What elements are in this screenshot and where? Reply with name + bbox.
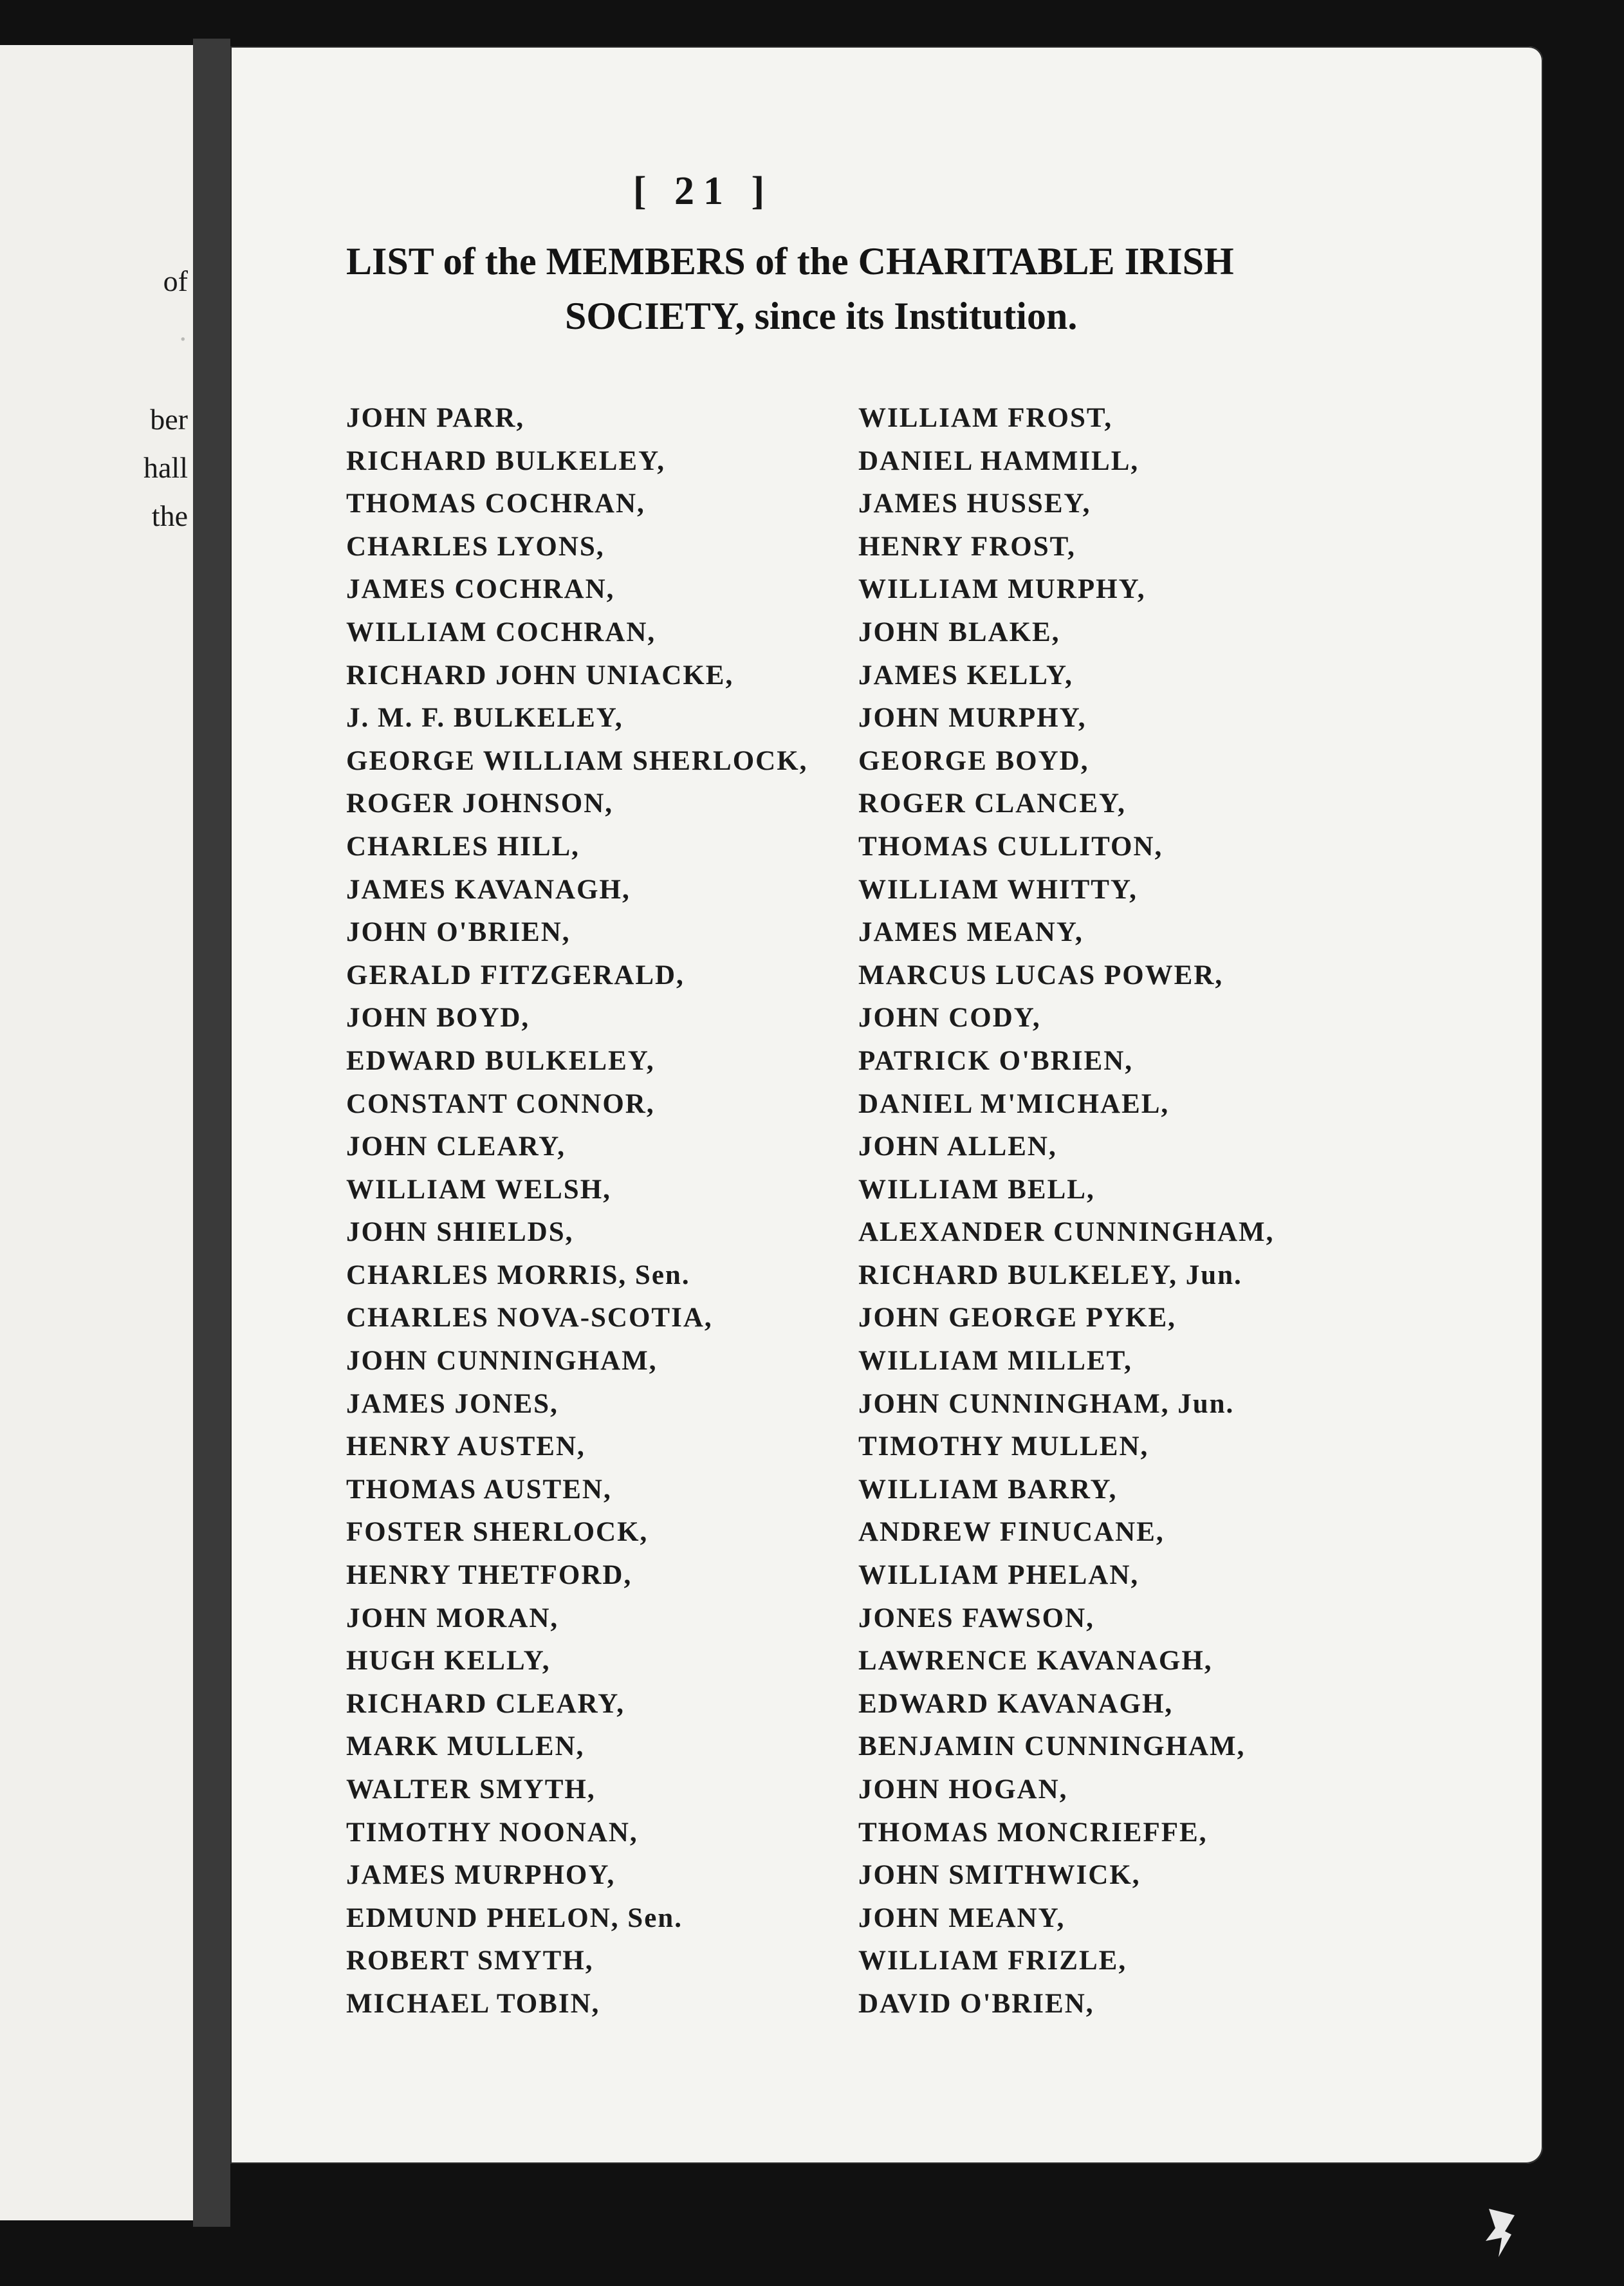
list-title-line-1: LIST of the MEMBERS of the CHARITABLE IRISH bbox=[346, 240, 1234, 283]
member-name: CHARLES NOVA-SCOTIA, bbox=[346, 1303, 713, 1334]
member-name: JOHN MORAN, bbox=[346, 1603, 559, 1633]
member-name: JAMES KAVANAGH, bbox=[346, 874, 631, 905]
member-name: CONSTANT CONNOR, bbox=[346, 1088, 655, 1119]
member-name: THOMAS CULLITON, bbox=[858, 831, 1163, 862]
member-name: EDMUND PHELON, Sen. bbox=[346, 1902, 683, 1933]
member-name: BENJAMIN CUNNINGHAM, bbox=[858, 1731, 1246, 1762]
member-name: HENRY THETFORD, bbox=[346, 1560, 632, 1591]
member-name: GEORGE BOYD, bbox=[858, 745, 1089, 776]
member-name: TIMOTHY MULLEN, bbox=[858, 1431, 1149, 1462]
member-name: JOHN HOGAN, bbox=[858, 1774, 1068, 1805]
member-name: JAMES HUSSEY, bbox=[858, 488, 1091, 519]
member-name: WILLIAM COCHRAN, bbox=[346, 617, 656, 647]
members-column-left bbox=[346, 397, 835, 2026]
member-name: JOHN MEANY, bbox=[858, 1902, 1066, 1933]
member-name: DAVID O'BRIEN, bbox=[858, 1988, 1094, 2019]
member-name: HENRY FROST, bbox=[858, 531, 1076, 562]
member-name: DANIEL HAMMILL, bbox=[858, 445, 1140, 476]
member-name: JOHN CODY, bbox=[858, 1003, 1041, 1034]
left-page-text-fragment: of bbox=[163, 265, 188, 297]
member-name: RICHARD BULKELEY, Jun. bbox=[858, 1259, 1242, 1290]
member-name: JONES FAWSON, bbox=[858, 1603, 1094, 1633]
member-name: FOSTER SHERLOCK, bbox=[346, 1517, 649, 1548]
member-name: RICHARD JOHN UNIACKE, bbox=[346, 660, 734, 691]
member-name: HENRY AUSTEN, bbox=[346, 1431, 586, 1462]
member-name: JAMES MEANY, bbox=[858, 917, 1084, 948]
member-name: HUGH KELLY, bbox=[346, 1646, 551, 1677]
member-name: GEORGE WILLIAM SHERLOCK, bbox=[346, 745, 808, 776]
member-name: PATRICK O'BRIEN, bbox=[858, 1045, 1133, 1076]
member-name: ANDREW FINUCANE, bbox=[858, 1517, 1165, 1548]
member-name: JOHN SHIELDS, bbox=[346, 1217, 574, 1248]
member-name: JOHN GEORGE PYKE, bbox=[858, 1303, 1176, 1334]
member-name: JOHN BLAKE, bbox=[858, 617, 1060, 647]
member-name: WILLIAM FRIZLE, bbox=[858, 1946, 1127, 1976]
page-number: [ 21 ] bbox=[632, 169, 774, 213]
member-name: ROGER JOHNSON, bbox=[346, 788, 614, 819]
member-name: JOHN CLEARY, bbox=[346, 1131, 566, 1162]
member-name: JOHN CUNNINGHAM, bbox=[346, 1346, 658, 1377]
member-name: JAMES COCHRAN, bbox=[346, 574, 615, 605]
member-name: CHARLES LYONS, bbox=[346, 531, 605, 562]
left-facing-page bbox=[0, 45, 193, 2220]
member-name: WILLIAM WHITTY, bbox=[858, 874, 1138, 905]
member-name: ROBERT SMYTH, bbox=[346, 1946, 594, 1976]
member-name: JOHN SMITHWICK, bbox=[858, 1860, 1141, 1891]
member-name: CHARLES MORRIS, Sen. bbox=[346, 1259, 690, 1290]
member-name: WILLIAM MILLET, bbox=[858, 1346, 1132, 1377]
page-21 bbox=[230, 46, 1543, 2164]
member-name: RICHARD CLEARY, bbox=[346, 1688, 625, 1719]
member-name: JOHN O'BRIEN, bbox=[346, 917, 571, 948]
member-name: WILLIAM FROST, bbox=[858, 403, 1113, 433]
member-name: JAMES KELLY, bbox=[858, 660, 1073, 691]
member-name: JOHN ALLEN, bbox=[858, 1131, 1057, 1162]
member-name: THOMAS MONCRIEFFE, bbox=[858, 1817, 1208, 1848]
member-name: JOHN BOYD, bbox=[346, 1003, 530, 1034]
member-name: RICHARD BULKELEY, bbox=[346, 445, 665, 476]
member-name: WILLIAM WELSH, bbox=[346, 1174, 611, 1205]
left-page-text-fragment: the bbox=[151, 499, 188, 532]
list-title-line-2: SOCIETY, since its Institution. bbox=[565, 295, 1078, 337]
member-name: MICHAEL TOBIN, bbox=[346, 1988, 600, 2019]
member-name: GERALD FITZGERALD, bbox=[346, 960, 685, 990]
member-name: JAMES JONES, bbox=[346, 1388, 558, 1419]
left-page-text-fragment: ber bbox=[150, 403, 188, 436]
left-page-faint-text: · bbox=[178, 322, 188, 355]
member-name: EDWARD KAVANAGH, bbox=[858, 1688, 1174, 1719]
member-name: DANIEL M'MICHAEL, bbox=[858, 1088, 1170, 1119]
member-name: JOHN PARR, bbox=[346, 403, 525, 433]
member-name: WILLIAM MURPHY, bbox=[858, 574, 1146, 605]
member-name: TIMOTHY NOONAN, bbox=[346, 1817, 638, 1848]
member-name: WILLIAM BARRY, bbox=[858, 1474, 1118, 1505]
book-gutter bbox=[193, 39, 230, 2227]
member-name: THOMAS COCHRAN, bbox=[346, 488, 645, 519]
left-page-text-fragment: hall bbox=[143, 451, 188, 484]
member-name: ROGER CLANCEY, bbox=[858, 788, 1126, 819]
member-name: JAMES MURPHOY, bbox=[346, 1860, 616, 1891]
members-column-right bbox=[858, 397, 1360, 2026]
member-name: EDWARD BULKELEY, bbox=[346, 1045, 655, 1076]
member-name: MARCUS LUCAS POWER, bbox=[858, 960, 1224, 990]
member-name: MARK MULLEN, bbox=[346, 1731, 585, 1762]
member-name: JOHN MURPHY, bbox=[858, 703, 1087, 734]
member-name: J. M. F. BULKELEY, bbox=[346, 703, 623, 734]
member-name: JOHN CUNNINGHAM, Jun. bbox=[858, 1388, 1235, 1419]
member-name: THOMAS AUSTEN, bbox=[346, 1474, 612, 1505]
member-name: WILLIAM PHELAN, bbox=[858, 1560, 1140, 1591]
member-name: WILLIAM BELL, bbox=[858, 1174, 1095, 1205]
member-name: LAWRENCE KAVANAGH, bbox=[858, 1646, 1213, 1677]
member-name: WALTER SMYTH, bbox=[346, 1774, 596, 1805]
members-list bbox=[346, 397, 1363, 2026]
scan-debris-mark bbox=[1476, 2202, 1521, 2260]
member-name: CHARLES HILL, bbox=[346, 831, 580, 862]
member-name: ALEXANDER CUNNINGHAM, bbox=[858, 1217, 1275, 1248]
